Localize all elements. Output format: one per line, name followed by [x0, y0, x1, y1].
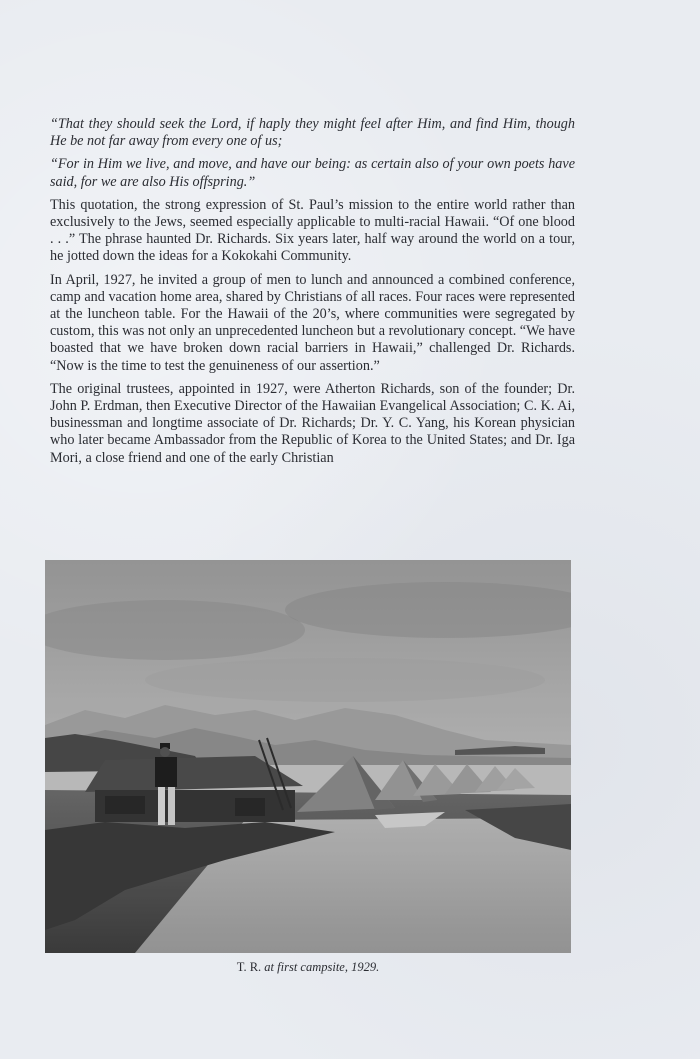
caption-prefix: T. R.: [236, 960, 265, 974]
caption-text: at first campsite, 1929.: [264, 960, 380, 974]
paragraph: In April, 1927, he invited a group of men to lunch and announced a combined conference, camp and vacation home area, shared by Christians of all races. Four races were represented at the luncheon table. For the Hawaii of the 20’s, where communities were segregated by custom, this was not only an unprecedented luncheon but a revolutionary concept. “We have boasted that we have broken down racial barriers in Hawaii,” challenged Dr. Richards. “Now is the time to test the genuineness of our assertion.”: [50, 271, 575, 374]
paragraph: The original trustees, appointed in 1927, were Atherton Richards, son of the founder; Dr. John P. Erdman, then Executive Director of the Hawaiian Evangelical Association; C. K. Ai, businessman and longtime associate of Dr. Richards; Dr. Y. C. Yang, his Korean physician who later became Ambassador from the Republic of Korea to the United States; and Dr. Iga Mori, a close friend and one of the early Christian: [50, 380, 575, 466]
paragraph: This quotation, the strong expression of St. Paul’s mission to the entire world rather than exclusively to the Jews, seemed especially applicable to multi-racial Hawaii. “Of one blood . . .” The phrase haunted Dr. Richards. Six years later, half way around the world on a tour, he jotted down the ideas for a Kokokahi Community.: [50, 196, 575, 265]
photo-caption: [45, 960, 571, 975]
scripture-quote: “That they should seek the Lord, if haply they might feel after Him, and find Him, though He be not far away from every one of us;: [50, 116, 575, 150]
scripture-quote: “For in Him we live, and move, and have our being: as certain also of your own poets have said, for we are also His offspring.”: [50, 156, 575, 190]
body-text: [50, 116, 575, 473]
photo-image: [45, 560, 571, 953]
campsite-photograph: [45, 560, 571, 953]
